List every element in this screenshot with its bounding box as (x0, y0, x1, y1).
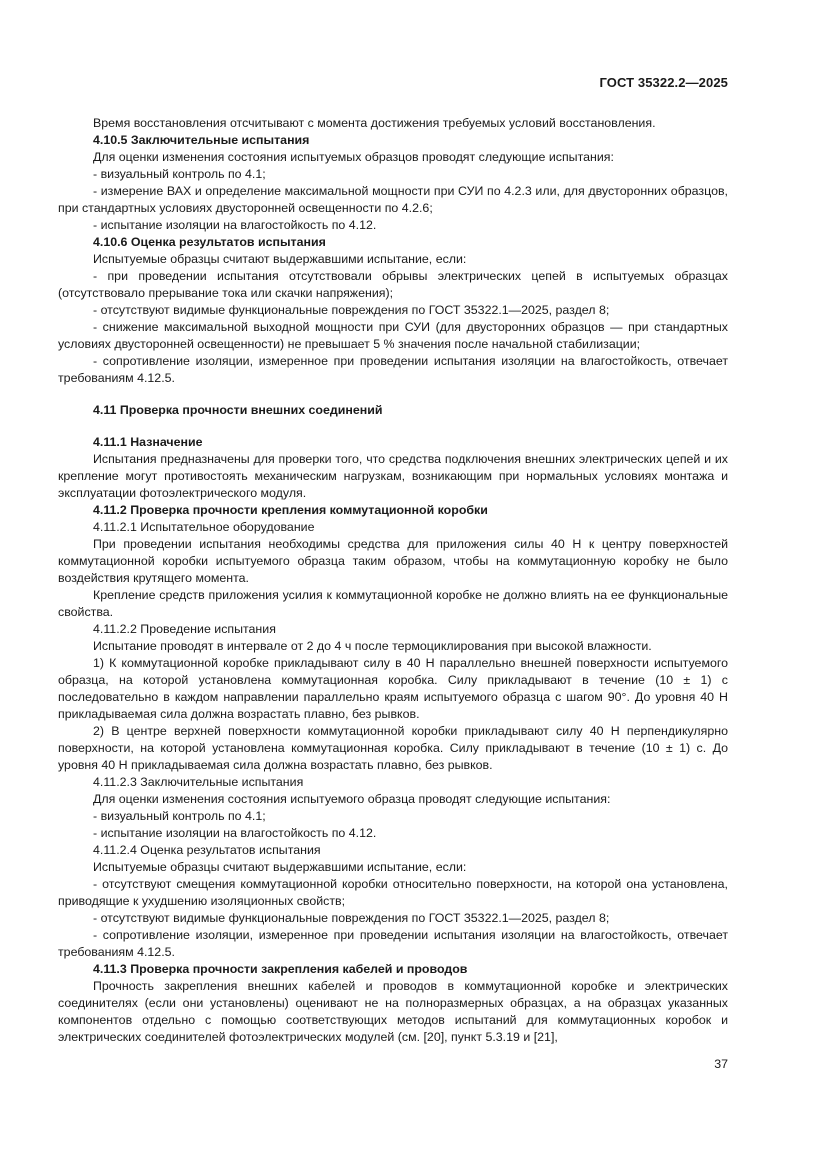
paragraph: Для оценки изменения состояния испытуемого образца проводят следующие испытания: (93, 792, 611, 806)
list-item: - сопротивление изоляции, измеренное при проведении испытания изоляции на влагостойкость, отвечает требованиям 4.12.5. (58, 928, 728, 959)
paragraph: Для оценки изменения состояния испытуемых образцов проводят следующие испытания: (93, 150, 614, 164)
list-item: - отсутствуют смещения коммутационной коробки относительно поверхности, на которой она установлена, приводящие к ухудшению изоляционных свойств; (58, 877, 728, 908)
list-item: - измерение ВАХ и определение максимальной мощности при СУИ по 4.2.3 или, для двусторонних образцов, при стандартных условиях двусторонней освещенности по 4.2.6; (58, 184, 728, 215)
section-heading: 4.11.1 Назначение (93, 435, 203, 449)
list-item: - отсутствуют видимые функциональные повреждения по ГОСТ 35322.1—2025, раздел 8; (93, 911, 610, 925)
list-item: - снижение максимальной выходной мощности при СУИ (для двусторонних образцов — при стандартных условиях двусторонней освещенности) не превышает 5 % значения после начальной стабилизации; (58, 320, 728, 351)
list-item: 1) К коммутационной коробке прикладывают силу в 40 Н параллельно внешней поверхности испытуемого образца, на которой установлена коммутационная коробка. Силу прикладывают в течение (10 ± 1) с последовательно в каждом направлении параллельно краям испытуемого образца с шагом 90°. До уровня 40 Н прикладываемая сила должна возрастать плавно, без рывков. (58, 656, 728, 721)
subsection-heading: 4.11.2.4 Оценка результатов испытания (93, 843, 321, 857)
paragraph: При проведении испытания необходимы средства для приложения силы 40 Н к центру поверхностей коммутационной коробки испытуемого образца таким образом, чтобы на коммутационную коробку не было воздействия крутящего момента. (58, 537, 728, 585)
list-item: - отсутствуют видимые функциональные повреждения по ГОСТ 35322.1—2025, раздел 8; (93, 303, 610, 317)
section-heading: 4.11.3 Проверка прочности закрепления кабелей и проводов (93, 962, 468, 976)
section-heading: 4.10.6 Оценка результатов испытания (93, 235, 326, 249)
list-item: - при проведении испытания отсутствовали обрывы электрических цепей в испытуемых образцах (отсутствовало прерывание тока или скачки напряжения); (58, 269, 728, 300)
list-item: - испытание изоляции на влагостойкость по 4.12. (93, 826, 377, 840)
paragraph: Крепление средств приложения усилия к коммутационной коробке не должно влиять на ее функциональные свойства. (58, 588, 728, 619)
list-item: 2) В центре верхней поверхности коммутационной коробки прикладывают силу 40 Н перпендикулярно поверхности, на которой установлена коммутационная коробка. Силу прикладывают в течение (10 ± 1) с. До уровня 40 Н прикладываемая сила должна возрастать плавно, без рывков. (58, 724, 728, 772)
subsection-heading: 4.11.2.3 Заключительные испытания (93, 775, 304, 789)
page-number: 37 (714, 1057, 728, 1071)
section-heading: 4.11.2 Проверка прочности крепления коммутационной коробки (93, 503, 488, 517)
list-item: - сопротивление изоляции, измеренное при проведении испытания изоляции на влагостойкость, отвечает требованиям 4.12.5. (58, 354, 728, 385)
section-heading: 4.10.5 Заключительные испытания (93, 133, 310, 147)
list-item: - визуальный контроль по 4.1; (93, 809, 266, 823)
paragraph: Испытание проводят в интервале от 2 до 4 ч после термоциклирования при высокой влажности. (93, 639, 652, 653)
body-text (58, 115, 728, 1046)
subsection-heading: 4.11.2.1 Испытательное оборудование (93, 520, 315, 534)
paragraph: Испытуемые образцы считают выдержавшими испытание, если: (93, 252, 467, 266)
paragraph: Испытания предназначены для проверки того, что средства подключения внешних электрических цепей и их крепление могут противостоять механическим нагрузкам, возникающим при нормальных условиях монтажа и эксплуатации фотоэлектрического модуля. (58, 452, 728, 500)
list-item: - испытание изоляции на влагостойкость по 4.12. (93, 218, 377, 232)
section-heading: 4.11 Проверка прочности внешних соединений (93, 403, 383, 417)
paragraph: Прочность закрепления внешних кабелей и проводов в коммутационной коробке и электрических соединителях (если они установлены) оценивают не на полноразмерных образцах, а на образцах указанных компонентов отдельно с помощью соответствующих методов испытаний для коммутационных коробок и электрических соединителей фотоэлектрических модулей (см. [20], пункт 5.3.19 и [21], (58, 979, 728, 1044)
subsection-heading: 4.11.2.2 Проведение испытания (93, 622, 276, 636)
paragraph: Время восстановления отсчитывают с момента достижения требуемых условий восстановления. (93, 116, 656, 130)
list-item: - визуальный контроль по 4.1; (93, 167, 266, 181)
paragraph: Испытуемые образцы считают выдержавшими испытание, если: (93, 860, 467, 874)
document-code: ГОСТ 35322.2—2025 (599, 75, 728, 90)
